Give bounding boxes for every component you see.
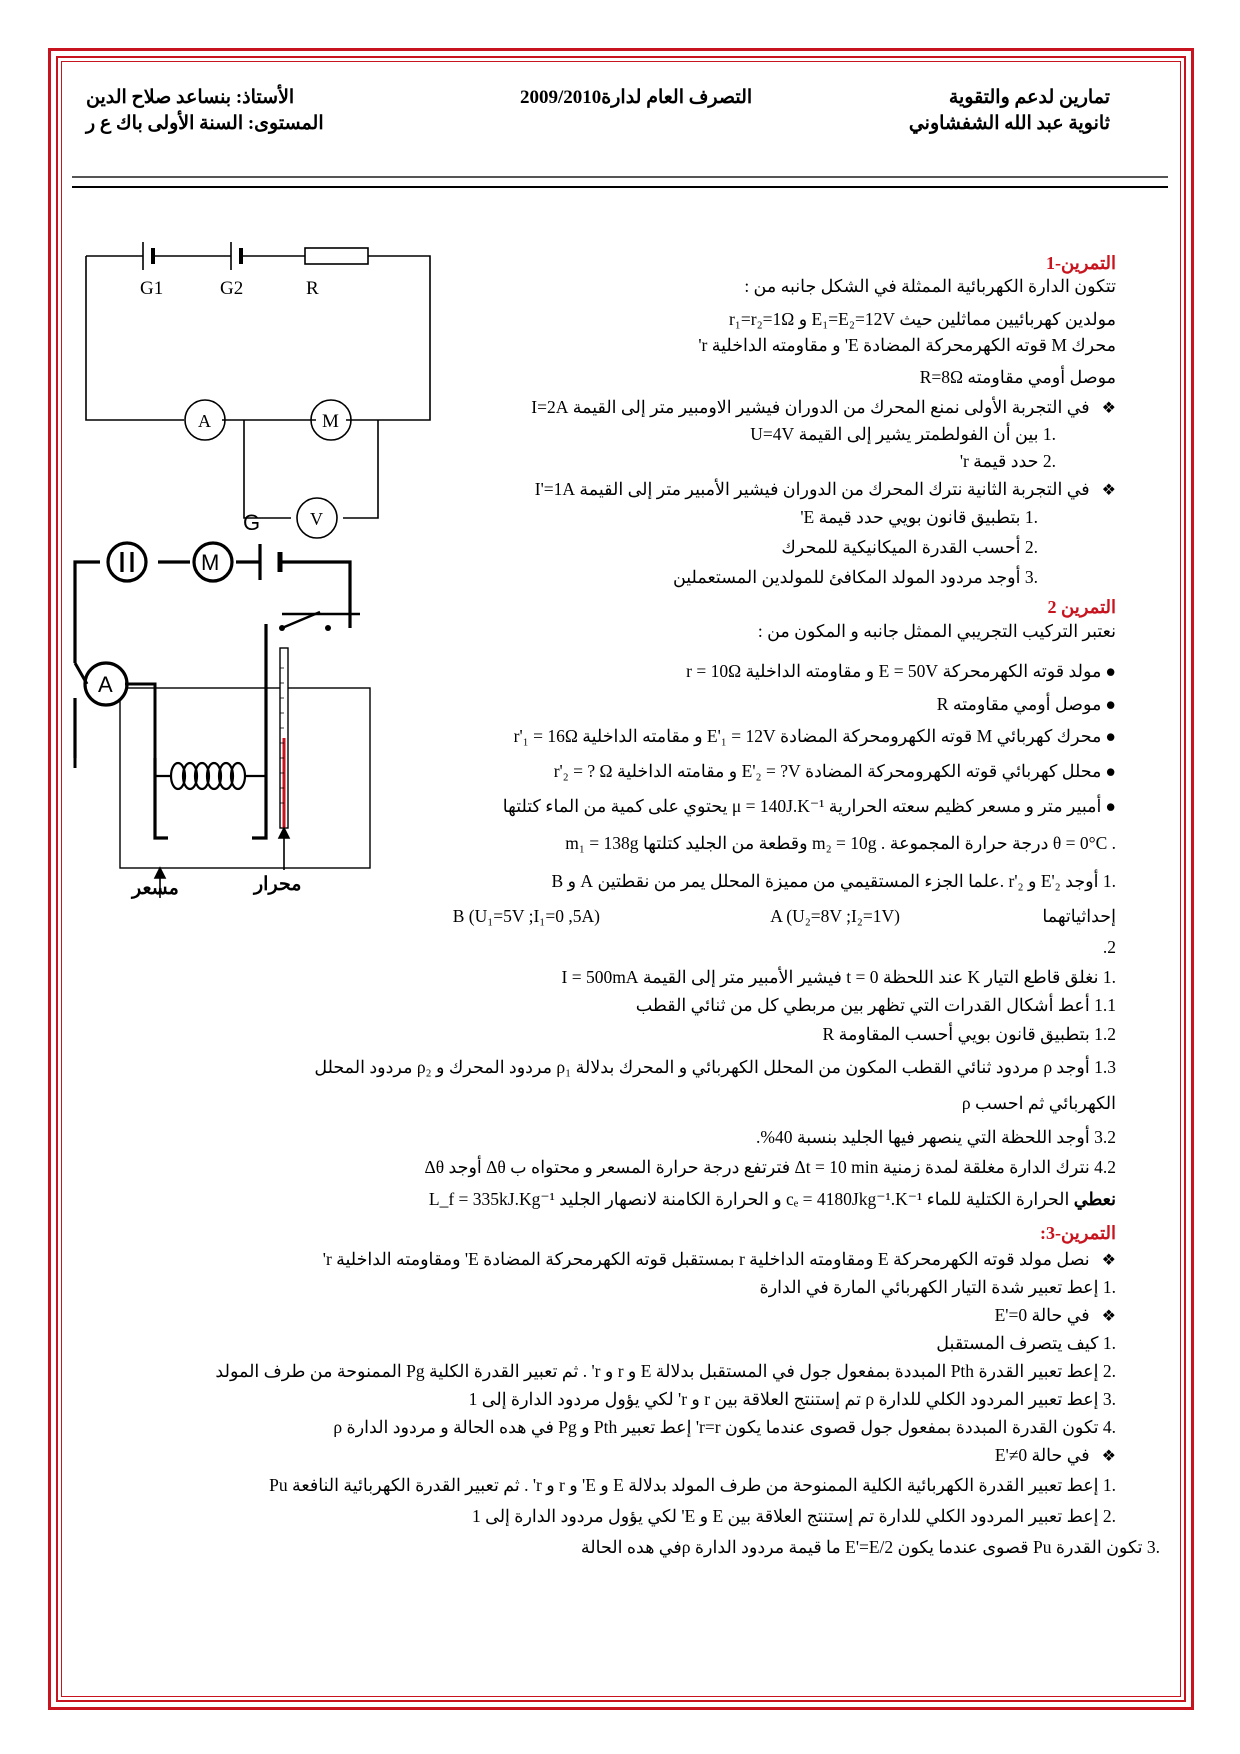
ex2-q1b-point-a: A (U₂=8V ;I₂=1V) bbox=[770, 906, 900, 926]
ex3-line-7: .4 تكون القدرة المبددة بمفعول جول قصوى عندما يكون r=r' إعط تعبير Pth و Pg في هده الحالة و مردود الدارة ρ bbox=[333, 1417, 1116, 1437]
header-rule-top bbox=[72, 176, 1168, 178]
ex2-intro: نعتبر التركيب التجريبي الممثل جانبه و المكون من : bbox=[757, 621, 1116, 641]
ex1-line-4: موصل أومي مقاومته R=8Ω bbox=[919, 367, 1116, 387]
g2-label bbox=[220, 278, 243, 299]
ex2-line-2: 1.1 أعط أشكال القدرات التي تظهر بين مربطي كل من ثنائي القطب bbox=[635, 995, 1116, 1015]
ex3-line-1-text: نصل مولد قوته الكهرمحركة E ومقاومته الداخلية r بمستقبل قوته الكهرمحركة المضادة E' ومقاومته الداخلية r' bbox=[322, 1249, 1090, 1269]
diamond-bullet-icon: ❖ bbox=[1101, 1308, 1116, 1325]
ex1-item-6: .2 أحسب القدرة الميكانيكية للمحرك bbox=[781, 537, 1038, 557]
voltmeter-label: V bbox=[310, 509, 323, 529]
ex1-item-3: .2 حدد قيمة r' bbox=[959, 451, 1056, 471]
ex2-bullet-3: ●محرك كهربائي M قوته الكهرومحركة المضادة E'₁ = 12V و مقامته الداخلية r'₁ = 16Ω bbox=[513, 726, 1116, 746]
ex3-line-11: .3 تكون القدرة Pu قصوى عندما يكون E'=E/2 ما قيمة مردود الدارة ρفي هده الحالة bbox=[580, 1537, 1160, 1557]
ex1-title: التمرين-1 bbox=[1046, 253, 1116, 273]
ex2-line-7: 4.2 نترك الدارة مغلقة لمدة زمنية Δt = 10 min فترتفع درجة حرارة المسعر و محتواه ب Δθ أوجد Δθ bbox=[424, 1157, 1116, 1177]
ex2-bullet-3-text: محرك كهربائي M قوته الكهرومحركة المضادة E'₁ = 12V و مقامته الداخلية r'₁ = 16Ω bbox=[513, 726, 1102, 746]
ex2-q1b-label: إحداثياتهما bbox=[1042, 906, 1116, 926]
ex2-bullet-4-text: محلل كهربائي قوته الكهرومحركة المضادة E'₂ = ?V و مقامته الداخلية r'₂ = ? Ω bbox=[553, 761, 1102, 781]
generator-g-label: G bbox=[243, 510, 261, 535]
circuit-diagram-1 bbox=[78, 232, 448, 532]
header-teacher: الأستاذ: بنساعد صلاح الدين bbox=[86, 87, 295, 108]
ex1-line-1: تتكون الدارة الكهربائية الممثلة في الشكل جانبه من : bbox=[744, 276, 1116, 296]
ex2-line-3: 1.2 بتطبيق قانون بويي أحسب المقاومة R bbox=[822, 1024, 1116, 1044]
ex2-line-6: 3.2 أوجد اللحظة التي ينصهر فيها الجليد بنسبة 40%. bbox=[756, 1127, 1116, 1147]
ex2-given bbox=[429, 1188, 1116, 1210]
ex3-line-6: .3 إعط تعبير المردود الكلي للدارة ρ تم إستنتج العلاقة بين r و r' لكي يؤول مردود الدارة إلى 1 bbox=[468, 1389, 1116, 1409]
ex2-bullet-1: ●مولد قوته الكهرمحركة E = 50V و مقاومته الداخلية r = 10Ω bbox=[686, 661, 1116, 681]
circuit-diagram-2 bbox=[70, 510, 400, 1008]
ex1-item-2: .1 بين أن الفولطمتر يشير إلى القيمة U=4V bbox=[750, 424, 1056, 444]
ex3-line-1 bbox=[323, 1248, 1116, 1272]
ex1-item-4-text: في التجربة الثانية نترك المحرك من الدوران فيشير الأمبير متر إلى القيمة I'=1A bbox=[534, 479, 1090, 499]
ex3-title: التمرين-3: bbox=[1040, 1223, 1116, 1243]
ex2-bullet-4: ●محلل كهربائي قوته الكهرومحركة المضادة E'₂ = ?V و مقامته الداخلية r'₂ = ? Ω bbox=[553, 761, 1116, 781]
resistor-label: R bbox=[306, 278, 319, 299]
ammeter2-label: A bbox=[98, 672, 113, 697]
ex3-line-3-text: في حالة E'=0 bbox=[994, 1305, 1090, 1325]
g1-text: G1 bbox=[140, 278, 164, 299]
ammeter-label: A bbox=[198, 411, 211, 431]
ex2-bullet-1-text: مولد قوته الكهرمحركة E = 50V و مقاومته الداخلية r = 10Ω bbox=[686, 661, 1102, 681]
ex1-item-4 bbox=[535, 478, 1116, 502]
ex2-bullet-5-text: أمبير متر و مسعر كظيم سعته الحرارية μ = 140J.K⁻¹ يحتوي على كمية من الماء كتلتها bbox=[502, 796, 1102, 816]
diamond-bullet-icon: ❖ bbox=[1101, 1252, 1116, 1269]
ex3-line-5: .2 إعط تعبير القدرة Pth المبددة بمفعول جول في المستقبل بدلالة E و r و r' . ثم تعبير القدرة الكلية Pg الممنوحة من طرف المولد bbox=[215, 1361, 1116, 1381]
motor-label: M bbox=[322, 411, 339, 432]
ex2-line-4: 1.3 أوجد ρ مردود ثنائي القطب المكون من المحلل الكهربائي و المحرك بدلالة ρ₁ مردود المحرك و ρ₂ مردود المحلل bbox=[314, 1057, 1116, 1077]
ex3-line-8 bbox=[995, 1444, 1116, 1468]
ex1-item-1-text: في التجربة الأولى نمنع المحرك من الدوران فيشير الاومبير متر إلى القيمة I=2A bbox=[531, 397, 1090, 417]
ex3-line-4: .1 كيف يتصرف المستقبل bbox=[936, 1333, 1116, 1353]
ex2-bullet-2: ●موصل أومي مقاومته R bbox=[936, 694, 1116, 714]
ex3-line-9: .1 إعط تعبير القدرة الكهربائية الكلية الممنوحة من طرف المولد بدلالة E و E' و r و r' . ثم تعبير القدرة الكهربائية النافعة Pu bbox=[269, 1475, 1116, 1495]
ex3-line-10: .2 إعط تعبير المردود الكلي للدارة تم إستنتج العلاقة بين E و E' لكي يؤول مردود الدارة إلى 1 bbox=[472, 1506, 1116, 1526]
ex3-line-2: .1 إعط تعبير شدة التيار الكهربائي المارة في الدارة bbox=[759, 1277, 1116, 1297]
header-level: المستوى: السنة الأولى باك ع ر bbox=[86, 113, 324, 134]
diamond-bullet-icon: ❖ bbox=[1101, 482, 1116, 499]
thermometer-caption: محرار bbox=[254, 874, 302, 895]
header-title: التصرف العام لدارة2009/2010 bbox=[520, 87, 753, 108]
ex2-given-text: الحرارة الكتلية للماء cₑ = 4180Jkg⁻¹.K⁻¹ و الحرارة الكامنة لانصهار الجليد L_f = 335kJ.Kg⁻¹ bbox=[428, 1189, 1074, 1209]
ex1-item-7: .3 أوجد مردود المولد المكافئ للمولدين المستعملين bbox=[672, 567, 1038, 587]
ex1-line-2: مولدين كهربائيين مماثلين حيث E₁=E₂=12V و r₁=r₂=1Ω bbox=[728, 309, 1116, 329]
ex1-item-1 bbox=[531, 396, 1116, 420]
ex2-q1b-point-b: B (U₁=5V ;I₁=0 ,5A) bbox=[452, 906, 600, 926]
ex3-line-3 bbox=[995, 1304, 1116, 1328]
ex1-line-3: محرك M قوته الكهرمحركة المضادة E' و مقاومته الداخلية r' bbox=[698, 335, 1116, 355]
ex2-q1a: .1 أوجد E'₂ و r'₂ .علما الجزء المستقيمي من مميزة المحلل يمر من نقطتين A و B bbox=[551, 871, 1116, 891]
motor2-label: M bbox=[201, 550, 220, 575]
ex2-bullet-2-text: موصل أومي مقاومته R bbox=[936, 694, 1102, 714]
ex2-q2: .2 bbox=[1102, 937, 1116, 957]
ex2-bullet-5: ●أمبير متر و مسعر كظيم سعته الحرارية μ = 140J.K⁻¹ يحتوي على كمية من الماء كتلتها bbox=[502, 796, 1116, 816]
g2-text: G2 bbox=[220, 278, 244, 299]
g1-label bbox=[140, 278, 163, 299]
ex2-line-1: .1 نغلق قاطع التيار K عند اللحظة t = 0 فيشير الأمبير متر إلى القيمة I = 500mA bbox=[561, 967, 1116, 987]
ex2-title: التمرين 2 bbox=[1047, 597, 1116, 617]
ex2-continuation: m₁ = 138g وقطعة من الجليد كتلتها m₂ = 10g . درجة حرارة المجموعة θ = 0°C . bbox=[565, 833, 1116, 853]
header-school-line2: ثانوية عبد الله الشفشاوني bbox=[908, 113, 1110, 134]
header-rule-bottom bbox=[72, 186, 1168, 188]
ex1-item-5: .1 بتطبيق قانون بويي حدد قيمة E' bbox=[800, 507, 1038, 527]
diamond-bullet-icon: ❖ bbox=[1101, 1448, 1116, 1465]
ex3-line-8-text: في حالة E'≠0 bbox=[994, 1445, 1090, 1465]
ex2-line-5: الكهربائي ثم احسب ρ bbox=[961, 1093, 1116, 1113]
calorimeter-caption: مسعر bbox=[132, 878, 179, 899]
header-school-line1: تمارين لدعم والتقوية bbox=[948, 87, 1110, 108]
diamond-bullet-icon: ❖ bbox=[1101, 400, 1116, 417]
ex2-given-label: نعطي bbox=[1073, 1189, 1116, 1209]
